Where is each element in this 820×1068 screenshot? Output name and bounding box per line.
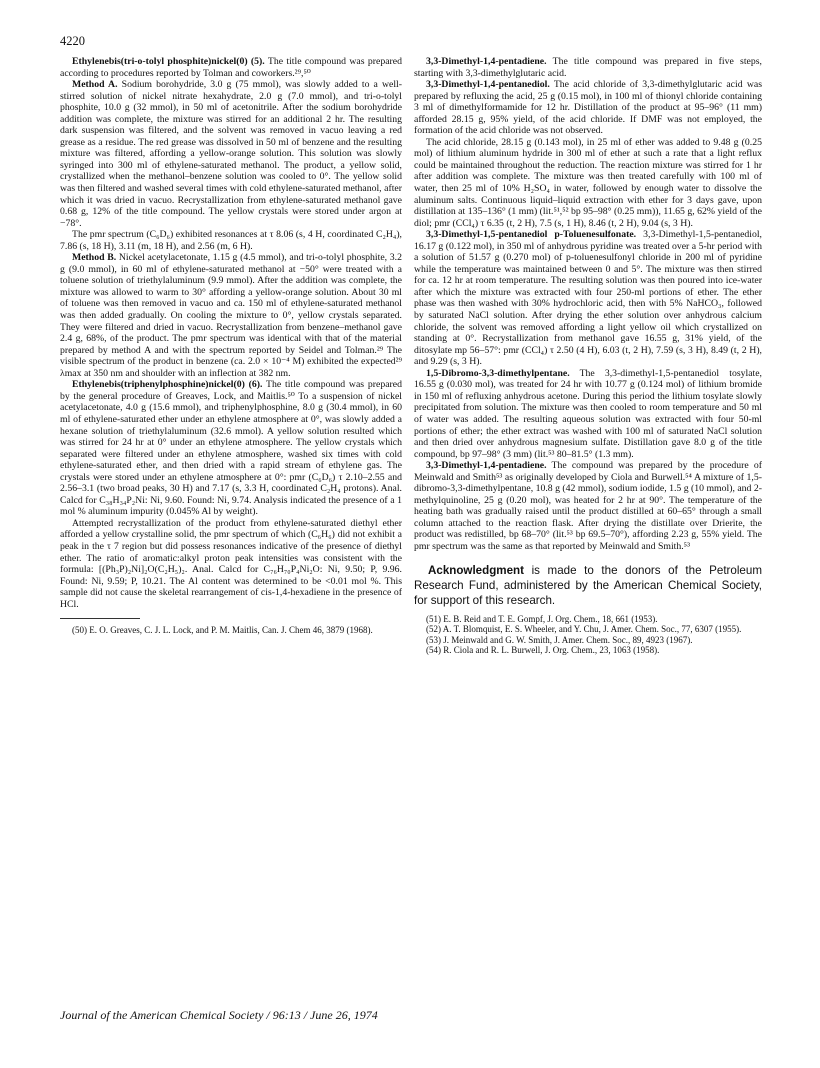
- paragraph-text: The title compound was prepared according to procedures reported by Tolman and coworkers.²⁹,⁵⁰: [60, 56, 402, 79]
- reference-list: [414, 614, 762, 656]
- paragraph-text: Sodium borohydride, 3.0 g (75 mmol), was slowly added to a well-stirred solution of nickel nitrate hexahydrate, 2.0 g (7.0 mmol), and tri-o-tolyl phosphite, 10.0 g (32 mmol), in 50 ml of acetonitrile. After the sodium borohydride addition was complete, the mixture was stirred for an additional 2 hr. The resulting dark suspension was filtered, and the solvent was removed in vacuo leaving a red grease as a residue. The red grease was dissolved in 50 ml of benzene and the resulting mixture was filtered, affording a yellow-orange solution. This solution was slowly syringed into 300 ml of ethylene-saturated methanol. The product, a yellow solid, crystallized when the methanol–benzene solution was cooled to 0°. The yellow solid was then filtered and washed several times with cold ethylene-saturated methanol, after which it was dried in vacuo. Recrystallization from ethylene-saturated methanol gave 0.68 g, 12% of the title compound. The yellow crystals were stored under argon at −78°.: [60, 79, 403, 229]
- acknowledgment: [414, 563, 762, 608]
- acknowledgment-text: is made to the donors of the Petroleum Research Fund, administered by the American Chemical Society, for support of this research.: [414, 563, 762, 607]
- footnote: (50) E. O. Greaves, C. J. L. Lock, and P. M. Maitlis, Can. J. Chem 46, 3879 (1968).: [72, 625, 373, 636]
- paragraph: [414, 460, 762, 552]
- paragraph-text: Nickel acetylacetonate, 1.15 g (4.5 mmol), and tri-o-tolyl phosphite, 3.2 g (9.0 mmol), in 60 ml of ethylene-saturated methanol at −50° were treated with a toluene solution of triethylaluminum (9.9 mmol). After the addition was complete, the mixture was allowed to warm to 30° affording a yellow-orange solution. About 30 ml of toluene was then removed in vacuo and ca. 150 ml of ethylene-saturated methanol was then added gradually. On cooling the mixture to 0°, yellow crystals separated. They were filtered and dried in vacuo. Recrystallization from benzene–methanol gave 2.4 g, 68%, of the product. The pmr spectrum was identical with that of the material prepared by method A and with the spectrum reported by Seidel and Tolman.²⁹ The visible spectrum of the product in benzene (ca. 2.0 × 10⁻⁴ M) exhibited the expected²⁹ λmax at 350 nm and shoulder with an inflection at 382 nm.: [60, 252, 402, 379]
- paragraph: [414, 229, 762, 368]
- acknowledgment-heading: Acknowledgment: [428, 563, 524, 577]
- paragraph-heading: 1,5-Dibromo-3,3-dimethylpentane.: [426, 367, 570, 379]
- reference-item: (51) E. B. Reid and T. E. Gompf, J. Org. Chem., 18, 661 (1953).: [426, 613, 658, 624]
- paragraph-heading: Method B.: [72, 252, 117, 264]
- paragraph: [60, 79, 402, 229]
- paragraph: [60, 56, 402, 79]
- paragraph-text: The title compound was prepared in five steps, starting with 3,3-dimethylglutaric acid.: [414, 56, 762, 79]
- right-column: [414, 56, 762, 656]
- paragraph-heading: Method A.: [72, 79, 118, 91]
- paragraph-heading: 3,3-Dimethyl-1,5-pentanediol p-Toluenesulfonate.: [426, 229, 637, 241]
- paragraph-heading: Ethylenebis(triphenylphosphine)nickel(0) (6).: [72, 379, 263, 391]
- paragraph-text: The 3,3-dimethyl-1,5-pentanediol tosylate, 16.55 g (0.030 mol), was treated for 24 hr with 10.77 g (0.124 mol) of lithium bromide in 150 ml of refluxing anhydrous acetone. During this period the lithium tosylate slowly precipitated from solution. The mixture was then cooled to room temperature and 50 ml of water was added. The resulting aqueous solution was extracted with four 50-ml portions of ether; the ether extract was washed with 100 ml of saturated NaCl solution and then dried over anhydrous magnesium sulfate. Distillation gave 8.0 g of the title compound, bp 97–98° (3 mm) (lit.⁵³ 80–81.5° (1.3 mm).: [414, 367, 762, 460]
- paragraph-text: The pmr spectrum (C₆D₆) exhibited resonances at τ 8.06 (s, 4 H, coordinated C₂H₄), 7.86 (s, 18 H), 3.11 (m, 18 H), and 2.56 (m, 6 H).: [60, 229, 402, 252]
- paragraph-heading: Ethylenebis(tri-o-tolyl phosphite)nickel(0) (5).: [72, 56, 265, 67]
- paragraph: [60, 229, 402, 252]
- paragraph-heading: 3,3-Dimethyl-1,4-pentadiene.: [426, 56, 547, 67]
- paragraph-text: Attempted recrystallization of the product from ethylene-saturated diethyl ether afforded a yellow crystalline solid, the pmr spectrum of which (C₆H₆) did not exhibit a peak in the τ 7 region but did possess resonances indicative of the presence of diethyl ether. The ratio of aromatic:alkyl proton peak intensities was consistent with the formula: [(Ph₃P)₂Ni]₂O(C₂H₅)₂. Anal. Calcd for C₇₆H₇₀P₄Ni₂O: Ni, 9.50; P, 9.96. Found: Ni, 9.59; P, 10.21. The Al content was determined to be <0.01 mol %. This sample did not cause the skeletal rearrangement of cis-1,4-hexadiene in the presence of HCl.: [60, 517, 402, 610]
- paragraph-text: The acid chloride of 3,3-dimethylglutaric acid was prepared by refluxing the acid, 25 g (0.15 mol), in 100 ml of thionyl chloride containing 3 ml of dimethylformamide for 12 hr. Distillation of the product at 95–96° (11 mm) afforded 28.15 g, 95% yield, of the acid chloride. If DMF was not employed, the formation of the acid chloride was not observed.: [414, 79, 762, 137]
- paragraph-heading: 3,3-Dimethyl-1,4-pentadiene.: [426, 460, 547, 472]
- reference-item: (54) R. Ciola and R. L. Burwell, J. Org. Chem., 23, 1063 (1958).: [426, 645, 660, 656]
- paragraph: [60, 252, 402, 379]
- footnote-divider: [60, 618, 140, 619]
- paragraph: [414, 56, 762, 79]
- left-column: [60, 56, 402, 636]
- page-number: 4220: [60, 34, 85, 48]
- reference-item: (52) A. T. Blomquist, E. S. Wheeler, and Y. Chu, J. Amer. Chem. Soc., 77, 6307 (1955).: [426, 624, 742, 635]
- paragraph-text: The acid chloride, 28.15 g (0.143 mol), in 25 ml of ether was added to 9.48 g (0.25 mol) of lithium aluminum hydride in 300 ml of ether at such a rate that a light reflux could be maintained throughout the reduction. The reaction mixture was stirred for 1 hr after addition was complete. The mixture was then treated carefully with 100 ml of water, then 25 ml of 10% H₂SO₄ in water, followed by enough water to dissolve the aluminum salts. Continuous liquid–liquid extraction with ether for 3 days gave, upon distillation at 135–136° (1 mm) (lit.⁵¹,⁵² bp 95–98° (0.25 mm)), 11.65 g, 62% yield of the diol; pmr (CCl₄) τ 6.35 (t, 2 H), 7.5 (s, 1 H), 8.46 (t, 2 H), 9.04 (s, 3 H).: [414, 136, 762, 229]
- journal-footer: Journal of the American Chemical Society / 96:13 / June 26, 1974: [60, 1008, 378, 1022]
- paragraph: [60, 379, 402, 518]
- reference-item: (53) J. Meinwald and G. W. Smith, J. Amer. Chem. Soc., 89, 4923 (1967).: [426, 634, 693, 645]
- paragraph: [414, 79, 762, 137]
- paragraph-heading: 3,3-Dimethyl-1,4-pentanediol.: [426, 79, 550, 91]
- paragraph: [414, 137, 762, 229]
- paragraph-text: 3,3-Dimethyl-1,5-pentanediol, 16.17 g (0.122 mol), in 350 ml of anhydrous pyridine was treated over a 5-hr period with a solution of 51.57 g (0.270 mol) of p-toluenesulfonyl chloride in 200 ml of pyridine while the temperature was maintained between 0 and 5°. The mixture was then stirred for ca. 12 hr at room temperature. The resulting solution was then poured into ice-water after which the mixture was extracted with four 250-ml portions of ether. The ether phase was then washed with 30% hydrochloric acid, then with 5% NaHCO₃, followed by saturated NaCl solution. After drying the ether solution over anhydrous calcium chloride, the solvent was removed affording a light yellow oil which crystallized on standing at 0°. Recrystallization from methanol gave 16.55 g, 31% yield, of the ditosylate mp 56–57°: pmr (CCl₄) τ 2.50 (4 H), 6.03 (t, 2 H), 7.59 (s, 3 H), 8.49 (t, 2 H), and 9.29 (s, 3 H).: [414, 229, 762, 368]
- paragraph-text: The compound was prepared by the procedure of Meinwald and Smith⁵³ as originally developed by Ciola and Burwell.⁵⁴ A mixture of 1,5-dibromo-3,3-dimethylpentane, 10.8 g (42 mmol), sodium iodide, 1.5 g (10 mmol), and 2-methylquinoline, 25 g (0.20 mol), was heated for 2 hr at 90°. The temperature of the heating bath was gradually raised until the product distilled at 60–65° through a small column attached to the reaction flask. After drying the distillate over Drierite, the product was redistilled, bp 68–70° (lit.⁵³ bp 69.5–70°), affording 2.23 g, 55% yield. The pmr spectrum was the same as that reported by Meinwald and Smith.⁵³: [414, 460, 762, 552]
- paragraph: [60, 518, 402, 610]
- paragraph: [414, 368, 762, 460]
- paragraph-text: The title compound was prepared by the general procedure of Greaves, Lock, and Maitlis.⁵⁰ To a suspension of nickel acetylacetonate, 4.0 g (15.6 mmol), and triphenylphosphine, 8.0 g (30.4 mmol), in 60 ml of ethylene-saturated ether under an ethylene atmosphere at 0°, was slowly added a hexane solution of triethylaluminum (32.6 mmol). A yellow solution resulted which was stirred for 24 hr at 0° under an ethylene atmosphere. The yellow crystals which separated were filtered under an ethylene atmosphere, washed six times with cold ethylene-saturated ether, and then dried with a rapid stream of ethylene gas. The crystals were stored under an ethylene atmosphere at 0°: pmr (C₆D₆) τ 2.10–2.55 and 2.56–3.1 (two broad peaks, 30 H) and 7.17 (s, 3.3 H, coordinated C₂H₄ protons). Anal. Calcd for C₃₈H₃₄P₂Ni: Ni, 9.60. Found: Ni, 9.74. Analysis indicated the presence of a 1 mol % aluminum impurity (0.045% Al by weight).: [60, 379, 402, 518]
